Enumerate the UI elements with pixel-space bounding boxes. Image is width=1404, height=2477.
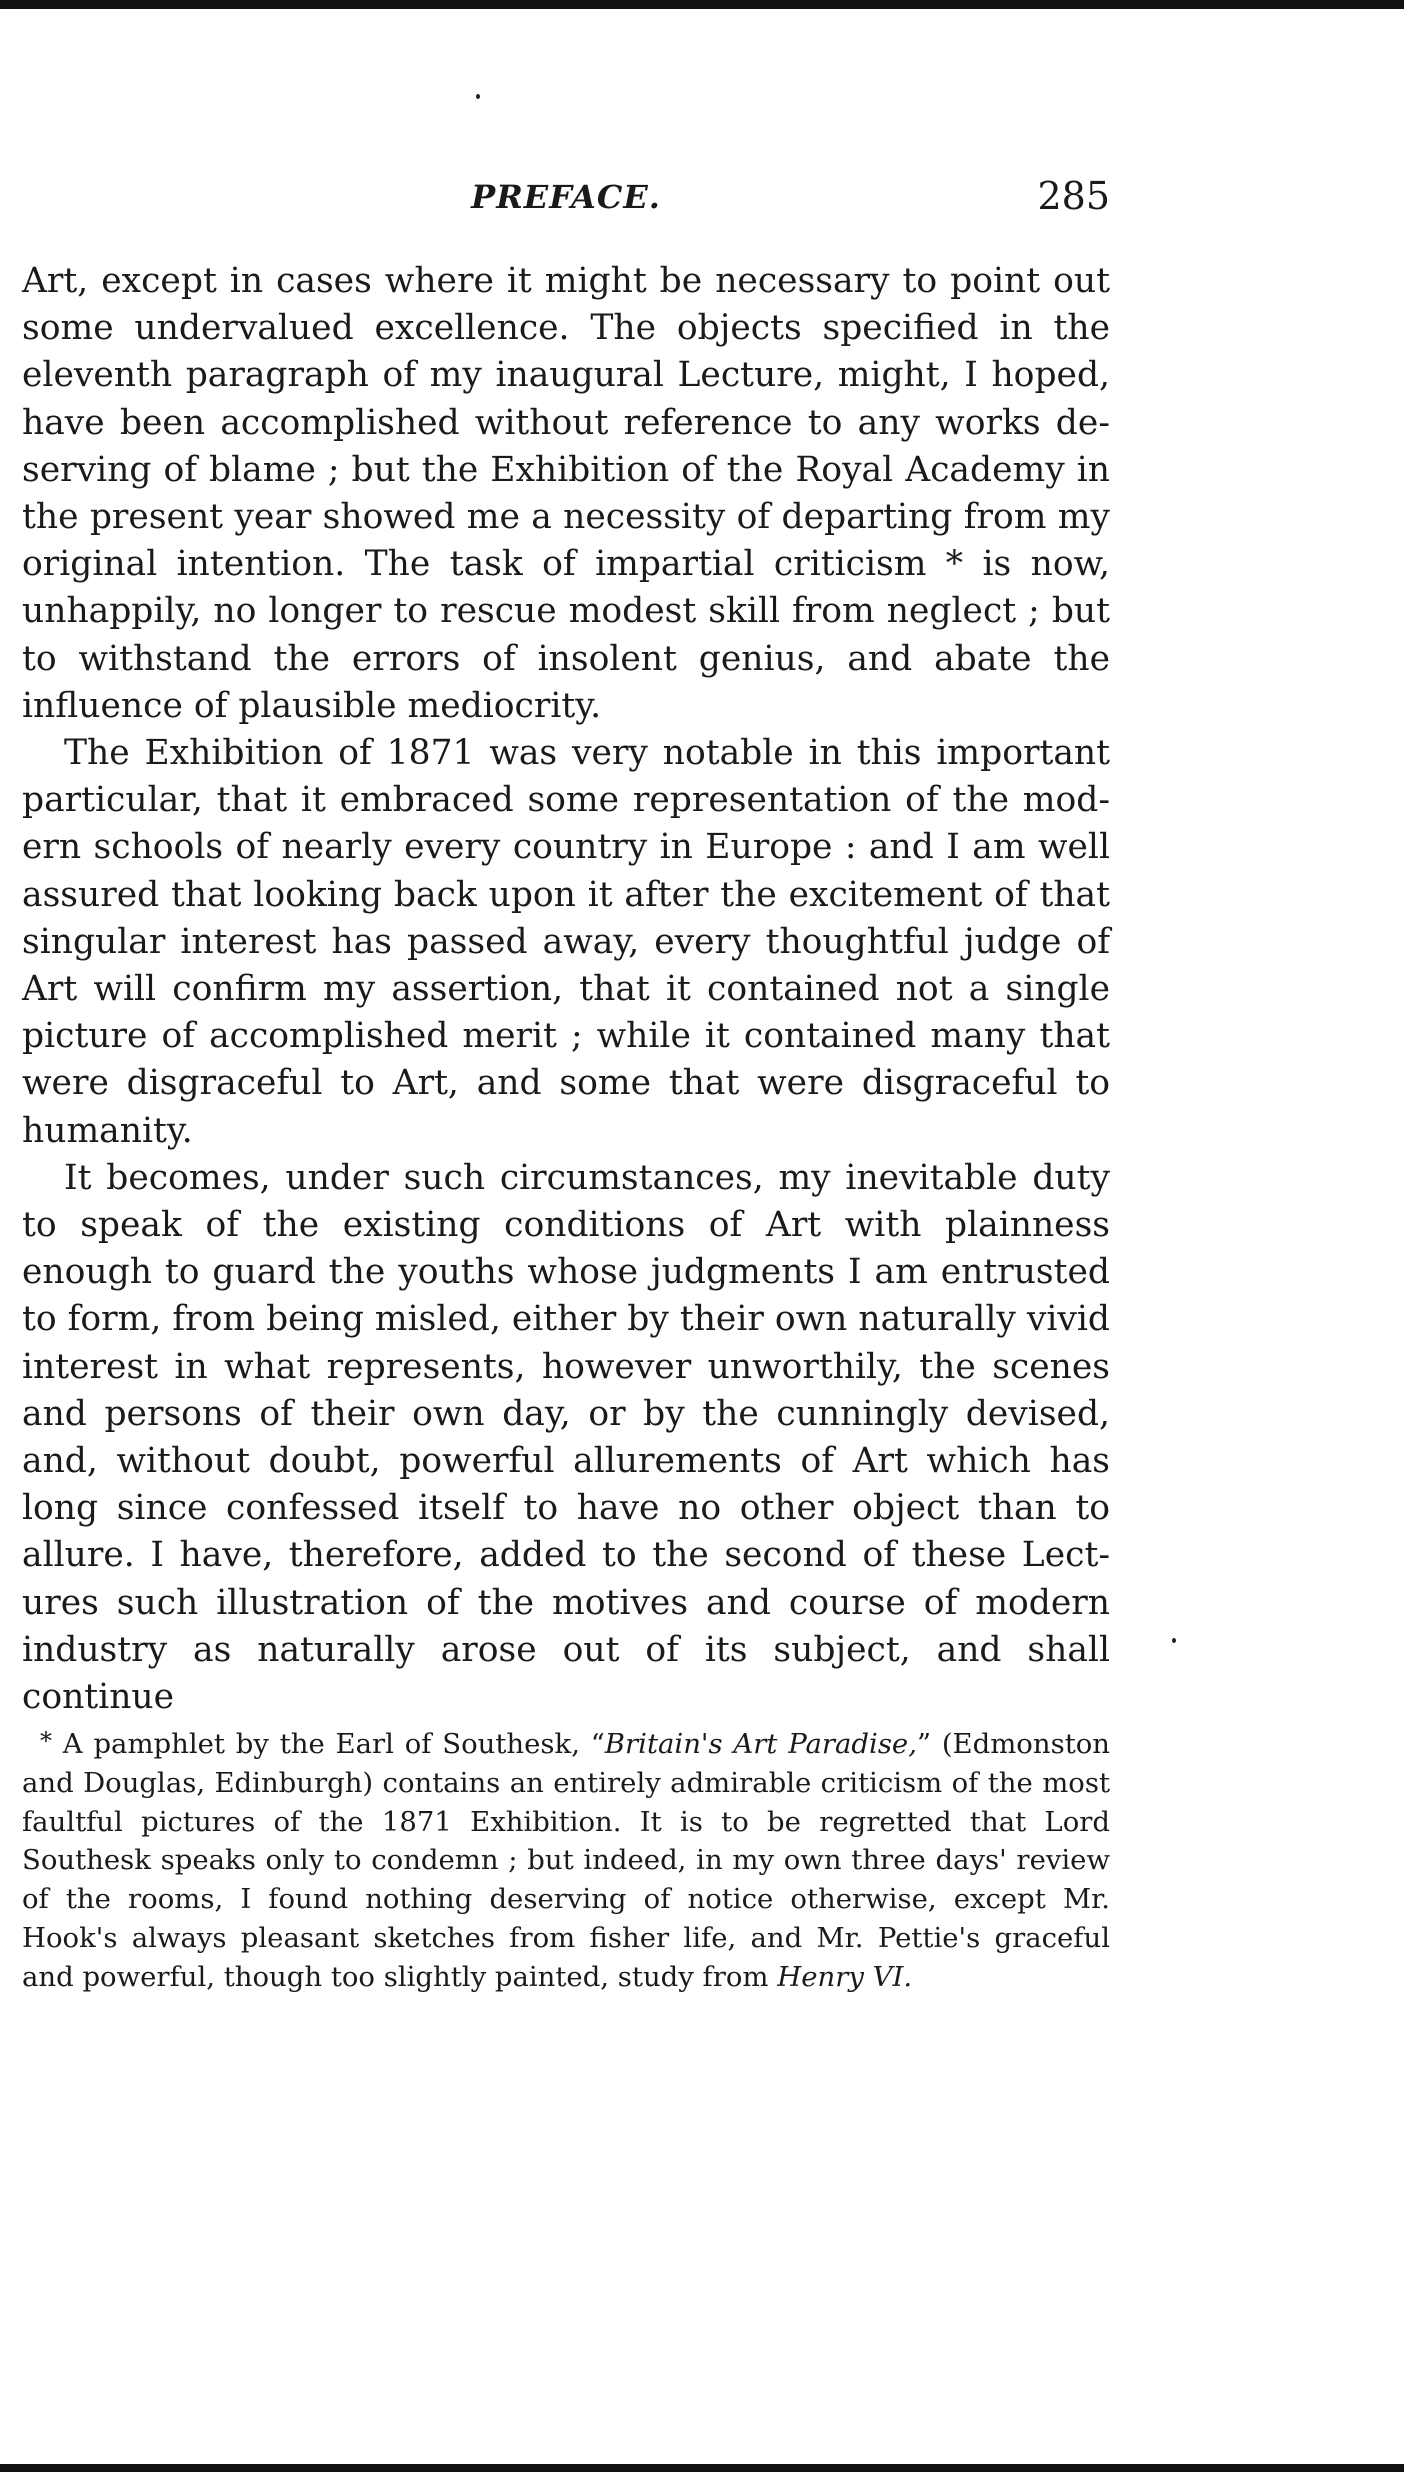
page-number: 285: [1037, 174, 1110, 218]
footnote-marker: *: [40, 1727, 52, 1755]
body-text: [22, 258, 1110, 1721]
print-speck: [1172, 1638, 1176, 1643]
top-border-rule: [0, 0, 1404, 9]
footnote: [22, 1722, 1110, 1997]
footnote-text-middle: ” (Edmonston and Douglas, Edinburgh) contains an entirely admirable criticism of the most faultful pictures of the 1871 Exhibition. It is to be regretted that Lord Southesk speaks only to condemn ; but indeed, in my own three days' review of the rooms, I found nothing deserving of notice otherwise, except Mr. Hook's always pleasant sketches from fisher life, and Mr. Pettie's graceful and powerful, though too slightly painted, study from: [22, 1728, 1111, 1993]
footnote-work: Henry VI.: [777, 1960, 913, 1993]
running-title: PREFACE.: [471, 178, 661, 216]
page-header: [22, 174, 1110, 234]
footnote-title: Britain's Art Paradise,: [604, 1728, 917, 1760]
footnote-text-start: A pamphlet by the Earl of Southesk, “: [52, 1728, 605, 1760]
print-speck: [476, 94, 480, 99]
footnote-paragraph: [22, 1722, 1110, 1997]
paragraph-3: It becomes, under such circumstances, my inevitable duty to speak of the existing conditions of Art with plainness enough to guard the youths whose judgments I am entrusted to form, from being misled, either by their own naturally vivid interest in what represents, however unworthily, the scenes and persons of their own day, or by the cunningly devised, and, without doubt, powerful allurements of Art which has long since confessed itself to have no other object than to allure. I have, therefore, added to the second of these Lectures such illustration of the motives and course of modern industry as naturally arose out of its subject, and shall continue: [22, 1157, 1110, 1718]
bottom-border-rule: [0, 2464, 1404, 2472]
paragraph-2: The Exhibition of 1871 was very notable in this important particular, that it embraced some representation of the modern schools of nearly every country in Europe : and I am well assured that looking back upon it after the excitement of that singular interest has passed away, every thoughtful judge of Art will confirm my assertion, that it contained not a single picture of accomplished merit ; while it contained many that were disgraceful to Art, and some that were disgraceful to humanity.: [22, 733, 1110, 1151]
paragraph-1: Art, except in cases where it might be necessary to point out some undervalued excellence. The objects specified in the eleventh paragraph of my inaugural Lecture, might, I hoped, have been accomplished without reference to any works deserving of blame ; but the Exhibition of the Royal Academy in the present year showed me a necessity of departing from my original intention. The task of impartial criticism * is now, unhappily, no longer to rescue modest skill from neglect ; but to withstand the errors of insolent genius, and abate the influence of plausible mediocrity.: [22, 261, 1110, 726]
